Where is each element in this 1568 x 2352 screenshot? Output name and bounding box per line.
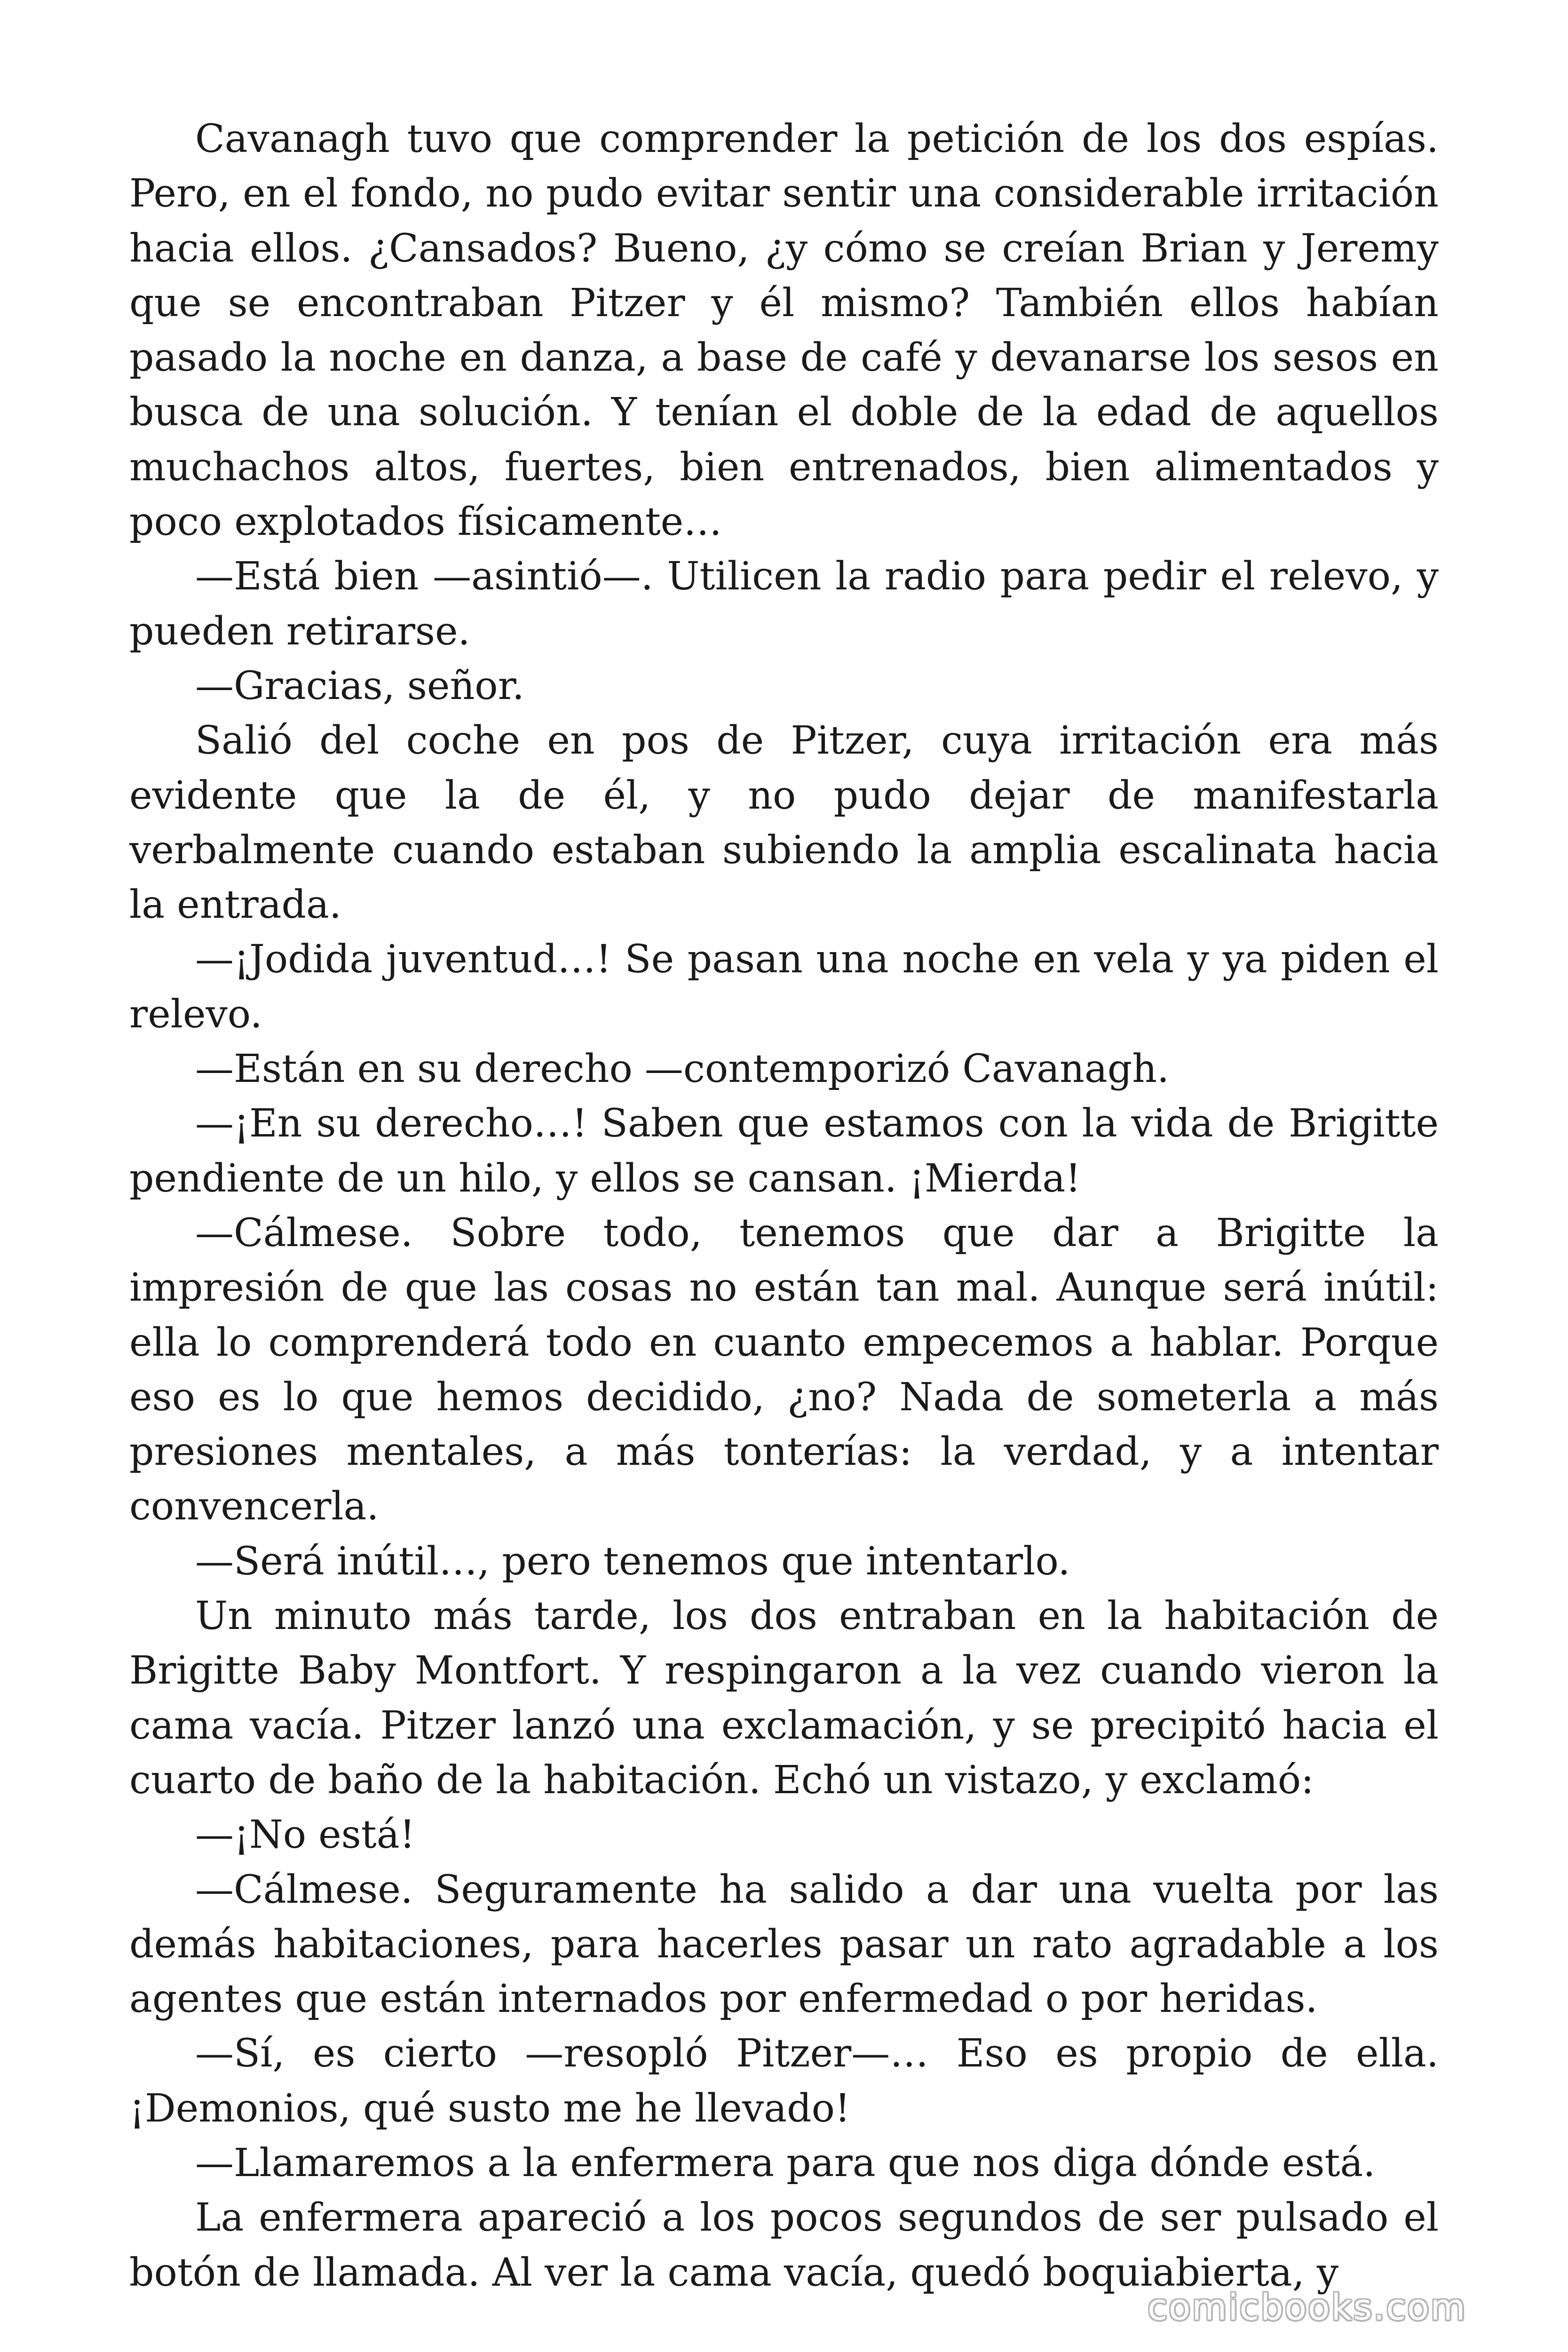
book-page [129, 0, 1439, 2352]
paragraph: —¡En su derecho…! Saben que estamos con la vida de Brigitte pendiente de un hilo, y ellos se cansan. ¡Mierda! [129, 1101, 1439, 1201]
paragraph: —Está bien —asintió—. Utilicen la radio para pedir el relevo, y pueden retirarse. [129, 554, 1439, 654]
paragraph: La enfermera apareció a los pocos segundos de ser pulsado el botón de llamada. Al ver la cama vacía, quedó boquiabierta, y [129, 2195, 1439, 2295]
paragraph: Cavanagh tuvo que comprender la petición de los dos espías. Pero, en el fondo, no pudo evitar sentir una considerable irritación hacia ellos. ¿Cansados? Bueno, ¿y cómo se creían Brian y Jeremy que se encontraban Pitzer y él mismo? También ellos habían pasado la noche en danza, a base de café y devanarse los sesos en busca de una solución. Y tenían el doble de la edad de aquellos muchachos altos, fuertes, bien entrenados, bien alimentados y poco explotados físicamente… [129, 117, 1439, 545]
paragraph: —Están en su derecho —contemporizó Cavanagh. [195, 1047, 1170, 1092]
paragraph: —Cálmese. Seguramente ha salido a dar una vuelta por las demás habitaciones, para hacerles pasar un rato agradable a los agentes que están internados por enfermedad o por heridas. [129, 1867, 1439, 2022]
paragraph: —¡No está! [195, 1812, 415, 1858]
paragraph: —Sí, es cierto —resopló Pitzer—… Eso es propio de ella. ¡Demonios, qué susto me he llevado! [129, 2031, 1439, 2131]
paragraph: —Cálmese. Sobre todo, tenemos que dar a Brigitte la impresión de que las cosas no están tan mal. Aunque será inútil: ella lo comprenderá todo en cuanto empecemos a hablar. Porque eso es lo que hemos decidido, ¿no? Nada de someterla a más presiones mentales, a más tonterías: la verdad, y a intentar convencerla. [129, 1210, 1439, 1529]
paragraph: —Gracias, señor. [195, 663, 524, 708]
paragraph: Salió del coche en pos de Pitzer, cuya irritación era más evidente que la de él, y no pudo dejar de manifestarla verbalmente cuando estaban subiendo la amplia escalinata hacia la entrada. [129, 718, 1439, 928]
page-body-text [129, 112, 1439, 2300]
watermark: comicbooks.com [1148, 2286, 1467, 2328]
paragraph: —Llamaremos a la enfermera para que nos diga dónde está. [195, 2140, 1376, 2185]
paragraph: —¡Jodida juventud…! Se pasan una noche en vela y ya piden el relevo. [129, 937, 1439, 1037]
paragraph: —Será inútil…, pero tenemos que intentarlo. [195, 1539, 1070, 1584]
paragraph: Un minuto más tarde, los dos entraban en la habitación de Brigitte Baby Montfort. Y respingaron a la vez cuando vieron la cama vacía. Pitzer lanzó una exclamación, y se precipitó hacia el cuarto de baño de la habitación. Echó un vistazo, y exclamó: [129, 1594, 1439, 1803]
